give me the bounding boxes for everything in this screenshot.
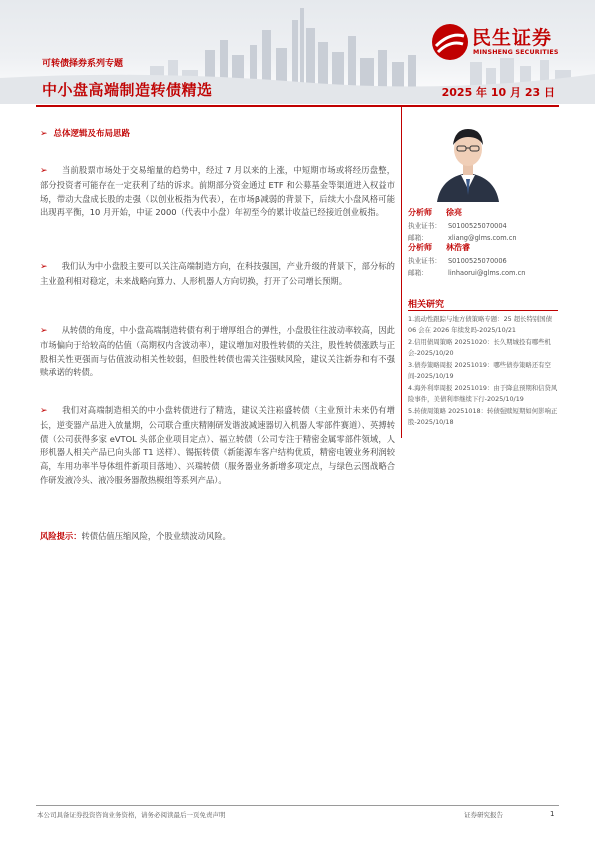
section-heading [40, 127, 130, 139]
summary-paragraph [40, 164, 395, 220]
analyst-license-row [408, 220, 507, 230]
section-heading-text: 总体逻辑及布局思路 [53, 129, 131, 139]
footer-divider [36, 805, 559, 806]
email-label: 邮箱： [408, 269, 428, 277]
analyst-role: 分析师 [408, 243, 432, 252]
analyst-license-row [408, 255, 507, 265]
analyst-email-row [408, 232, 517, 242]
related-research-link[interactable]: 5.转债周策略 20251018：转债强赎短期如何影响正股-2025/10/18 [408, 407, 558, 426]
license-number: S0100525070004 [448, 222, 507, 230]
paragraph-text: 当前股票市场处于交易缩量的趋势中，经过 7 月以来的上涨，中短期市场或将经历盘整，部分投资者可能存在一定获利了结的诉求。前期部分资金通过 ETF 和公募基金等渠道进入权益市场，带动大盘成长股的走强（以创业板指为代表），在市场β减弱的背景下，后续大小盘风格可能出现再平衡，10 月开始，中证 2000（代表中小盘）年初至今的累计收益已经接近创业板指。 [40, 165, 395, 218]
license-number: S0100525070006 [448, 257, 507, 265]
column-divider [401, 106, 402, 438]
company-logo [430, 22, 580, 62]
related-research-list [408, 314, 558, 429]
risk-label: 风险提示： [40, 531, 82, 541]
license-label: 执业证书： [408, 257, 441, 265]
analyst-name-row [408, 207, 462, 218]
paragraph-text: 从转债的角度，中小盘高端制造转债有利于增厚组合的弹性，小盘股往往波动率较高，因此市场偏向于给较高的估值（高期权内含波动率），建议增加对股性转债的关注，股性转债涨跌与正股相关性更强而与估值波动相关性较弱，但股性转债也需关注强赎风险，建议关注新券和有不强赎承诺的转债。 [40, 325, 395, 378]
arrow-bullet-icon: ➢ [40, 326, 48, 336]
header-divider [36, 105, 559, 107]
analyst-role: 分析师 [408, 208, 432, 217]
footer-report-type: 证券研究报告 [464, 811, 503, 819]
related-research-link[interactable]: 1.流动性跟踪与地方债策略专题：25 超长特别国债 06 会在 2026 年续发吗-2025/10/21 [408, 315, 553, 334]
arrow-bullet-icon: ➢ [40, 406, 48, 416]
summary-paragraph [40, 404, 395, 488]
header-banner [0, 0, 595, 104]
series-tag: 可转债择券系列专题 [42, 59, 124, 69]
footer-disclaimer: 本公司具备证券投资咨询业务资格，请务必阅读最后一页免责声明 [37, 811, 226, 819]
analyst-name: 徐亮 [446, 208, 462, 217]
report-date: 2025 年 10 月 23 日 [441, 86, 555, 99]
summary-paragraph [40, 260, 395, 289]
minsheng-logo-icon [430, 22, 470, 62]
page-number: 1 [550, 810, 555, 818]
risk-warning [40, 530, 231, 542]
summary-paragraph [40, 324, 395, 380]
related-research-link[interactable]: 2.信用债周策略 20251020：长久期城投有哪些机会-2025/10/20 [408, 338, 551, 357]
email-label: 邮箱： [408, 234, 428, 242]
analyst-email: xliang@glms.com.cn [448, 234, 517, 242]
related-research-heading: 相关研究 [408, 300, 445, 310]
license-label: 执业证书： [408, 222, 441, 230]
paragraph-text: 我们对高端制造相关的中小盘转债进行了精选，建议关注崧盛转债（主业预计未来仍有增长，逆变器产品进入放量期，公司联合重庆精刚研发谐波减速器切入机器人零部件赛道）、英搏转债（公司获得多家 eVTOL 头部企业项目定点）、福立转债（公司专注于精密金属零部件领域，人形机器人相关产品已向头部 T1 送样）、锡振转债（新能源车客户结构优质，精密电镀业务利润较高，车用功率半导体组件新项目落地）、兴瑞转债（服务器业务新增多项定点，与绿色云图战略合作研发液冷头、液冷服务器散热模组等系列产品）。 [40, 405, 395, 485]
analyst-photo [433, 115, 503, 202]
logo-text-en: MINSHENG SECURITIES [473, 49, 559, 56]
arrow-bullet-icon: ➢ [40, 262, 48, 272]
related-research-link[interactable]: 4.海外利率周报 20251019：由于降息预期和信贷风险事件，美债利率继续下行-2025/10/19 [408, 384, 558, 403]
logo-text-cn: 民生证券 [472, 27, 553, 49]
arrow-bullet-icon: ➢ [40, 129, 48, 139]
analyst-email-row [408, 267, 525, 277]
related-research-divider [408, 310, 558, 311]
paragraph-text: 我们认为中小盘股主要可以关注高端制造方向，在科技强国，产业升级的背景下，部分标的主业盈利相对稳定，未来战略向算力、人形机器人方向切换，打开了公司增长预期。 [40, 261, 395, 286]
analyst-name: 林浩睿 [446, 243, 470, 252]
page-title: 中小盘高端制造转债精选 [42, 81, 213, 99]
analyst-name-row [408, 242, 470, 253]
arrow-bullet-icon: ➢ [40, 166, 48, 176]
risk-text: 转债估值压缩风险，个股业绩波动风险。 [81, 531, 231, 541]
related-research-link[interactable]: 3.债券策略周报 20251019：哪些债券策略还有空间-2025/10/19 [408, 361, 551, 380]
analyst-email: linhaorui@glms.com.cn [448, 269, 526, 277]
